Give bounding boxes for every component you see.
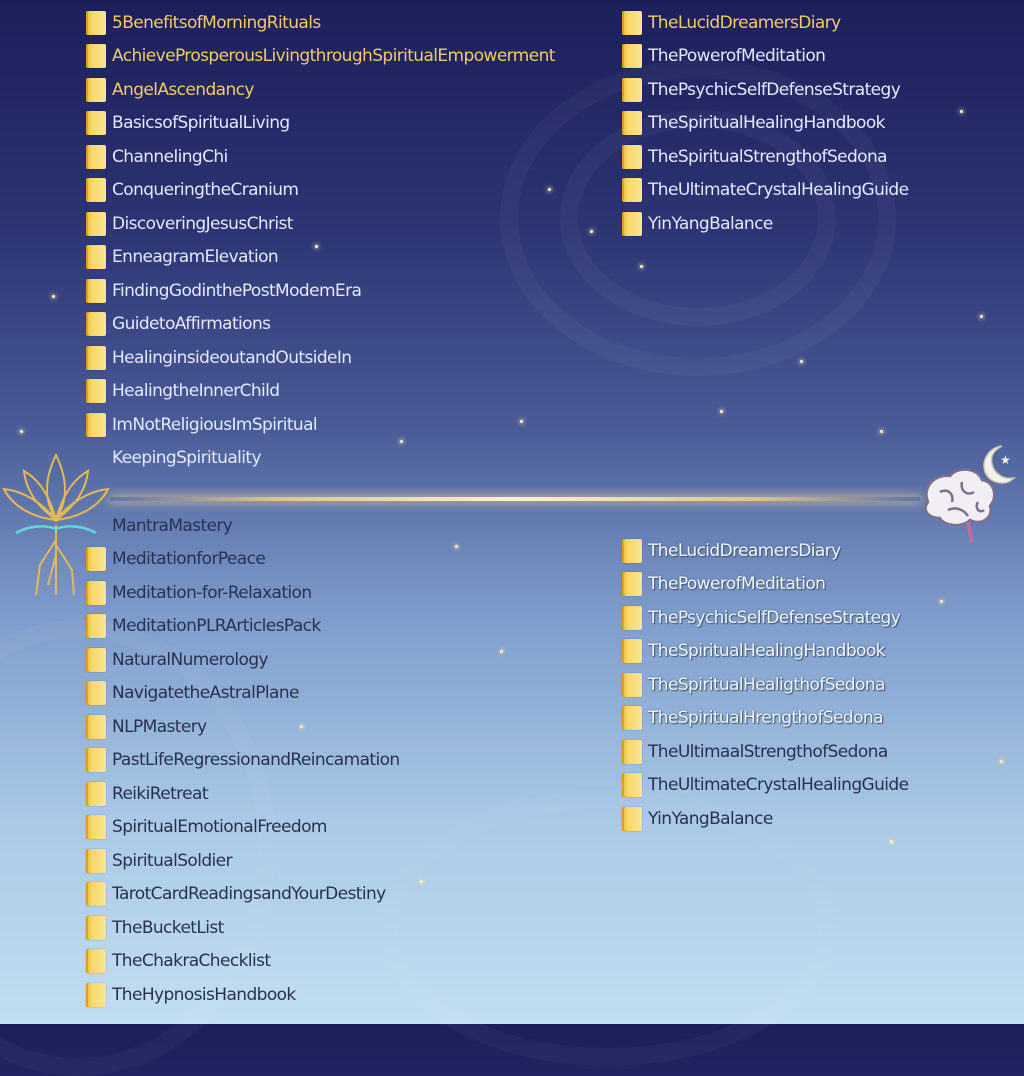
- folder-item[interactable]: [86, 844, 400, 878]
- folder-item[interactable]: [86, 375, 555, 409]
- folder-label: PastLifeRegressionandReincamation: [112, 750, 400, 771]
- folder-icon: [86, 312, 106, 336]
- folder-label: TheSpiritualStrengthofSedona: [648, 146, 887, 167]
- folder-icon: [622, 740, 642, 764]
- folder-icon: [86, 44, 106, 68]
- folder-item[interactable]: [86, 207, 555, 241]
- folder-icon: [86, 748, 106, 772]
- folder-label: KeepingSpirituality: [112, 448, 261, 469]
- folder-label: MeditationPLRArticlesPack: [112, 616, 321, 637]
- folder-item[interactable]: [622, 40, 908, 74]
- folder-icon: [86, 279, 106, 303]
- folder-item[interactable]: [86, 174, 555, 208]
- folder-icon: [86, 547, 106, 571]
- folder-icon: [622, 773, 642, 797]
- folder-item[interactable]: [86, 777, 400, 811]
- folder-label: YinYangBalance: [648, 213, 773, 234]
- glowing-divider: [110, 497, 920, 501]
- folder-item[interactable]: [86, 341, 555, 375]
- folder-label: Meditation-for-Relaxation: [112, 582, 312, 603]
- folder-icon: [86, 782, 106, 806]
- folder-item[interactable]: [86, 576, 400, 610]
- folder-label: TheLucidDreamersDiary: [648, 12, 841, 33]
- folder-list-top-left: [86, 6, 555, 475]
- folder-icon: [86, 11, 106, 35]
- folder-icon: [622, 539, 642, 563]
- folder-item[interactable]: [86, 945, 400, 979]
- folder-item[interactable]: [622, 735, 908, 769]
- folder-item[interactable]: [622, 601, 908, 635]
- folder-label: TheLucidDreamersDiary: [648, 540, 841, 561]
- folder-icon: [622, 78, 642, 102]
- folder-item[interactable]: [86, 408, 555, 442]
- folder-item[interactable]: [86, 274, 555, 308]
- folder-icon: [622, 807, 642, 831]
- folder-item[interactable]: [86, 610, 400, 644]
- folder-label: TheHypnosisHandbook: [112, 984, 296, 1005]
- folder-item[interactable]: [86, 744, 400, 778]
- folder-item[interactable]: [86, 6, 555, 40]
- folder-icon: [86, 212, 106, 236]
- folder-icon: [622, 111, 642, 135]
- folder-item[interactable]: [86, 811, 400, 845]
- folder-icon: [622, 145, 642, 169]
- folder-label: TheBucketList: [112, 917, 224, 938]
- folder-label: BasicsofSpiritualLiving: [112, 113, 290, 134]
- folder-label: SpiritualSoldier: [112, 850, 232, 871]
- svg-text:★: ★: [1000, 453, 1011, 467]
- folder-item[interactable]: [86, 107, 555, 141]
- folder-label: ReikiRetreat: [112, 783, 208, 804]
- folder-item[interactable]: [86, 677, 400, 711]
- folder-item[interactable]: [622, 568, 908, 602]
- folder-icon: [622, 606, 642, 630]
- folder-list-top-right: [622, 6, 908, 241]
- folder-label: NaturalNumerology: [112, 649, 269, 670]
- folder-item[interactable]: [86, 878, 400, 912]
- folder-label: ThePowerofMeditation: [648, 46, 826, 67]
- folder-label: TheSpiritualHealingHandbook: [648, 113, 885, 134]
- crescent-moon-icon: [970, 440, 1020, 490]
- folder-icon: [622, 673, 642, 697]
- folder-label: GuidetoAffirmations: [112, 314, 271, 335]
- folder-label: MeditationforPeace: [112, 549, 266, 570]
- folder-icon: [86, 178, 106, 202]
- folder-item[interactable]: [86, 710, 400, 744]
- folder-icon: [622, 706, 642, 730]
- folder-icon: [86, 78, 106, 102]
- folder-item[interactable]: [86, 543, 400, 577]
- folder-label: MantraMastery: [112, 515, 233, 536]
- folder-list-bottom-left: [86, 509, 400, 1012]
- folder-item[interactable]: [86, 73, 555, 107]
- folder-icon: [86, 849, 106, 873]
- folder-label: TheSpiritualHealigthofSedona: [648, 674, 885, 695]
- folder-item[interactable]: [622, 73, 908, 107]
- folder-item[interactable]: [622, 6, 908, 40]
- folder-icon: [86, 949, 106, 973]
- folder-label: SpiritualEmotionalFreedom: [112, 817, 327, 838]
- folder-item[interactable]: [622, 668, 908, 702]
- folder-item[interactable]: [86, 241, 555, 275]
- folder-label: EnneagramElevation: [112, 247, 279, 268]
- folder-label: DiscoveringJesusChrist: [112, 213, 293, 234]
- folder-icon: [86, 379, 106, 403]
- folder-icon: [86, 681, 106, 705]
- folder-item[interactable]: [86, 911, 400, 945]
- folder-label: YinYangBalance: [648, 808, 773, 829]
- folder-item[interactable]: [622, 802, 908, 836]
- folder-item[interactable]: [86, 978, 400, 1012]
- folder-icon: [86, 581, 106, 605]
- folder-item[interactable]: [622, 174, 908, 208]
- folder-label: TheSpiritualHrengthofSedona: [648, 708, 883, 729]
- folder-label: ImNotReligiousImSpiritual: [112, 414, 318, 435]
- folder-item[interactable]: [622, 140, 908, 174]
- folder-item[interactable]: [86, 643, 400, 677]
- folder-label: ThePsychicSelfDefenseStrategy: [648, 79, 901, 100]
- folder-item[interactable]: [622, 534, 908, 568]
- folder-icon: [86, 916, 106, 940]
- folder-item[interactable]: [622, 107, 908, 141]
- folder-icon: [622, 178, 642, 202]
- folder-label: AchieveProsperousLivingthroughSpiritualEmpowerment: [112, 46, 555, 67]
- folder-icon: [86, 648, 106, 672]
- folder-label: TheUltimateCrystalHealingGuide: [648, 775, 909, 796]
- folder-item[interactable]: [622, 635, 908, 669]
- folder-label: TarotCardReadingsandYourDestiny: [112, 884, 386, 905]
- folder-label: ThePsychicSelfDefenseStrategy: [648, 607, 901, 628]
- folder-label: TheUltimateCrystalHealingGuide: [648, 180, 909, 201]
- folder-icon: [622, 11, 642, 35]
- folder-icon: [622, 44, 642, 68]
- folder-icon: [622, 572, 642, 596]
- folder-icon: [86, 614, 106, 638]
- folder-label: NLPMastery: [112, 716, 207, 737]
- folder-label: FindingGodinthePostModemEra: [112, 280, 362, 301]
- folder-icon: [86, 413, 106, 437]
- folder-label: TheUltimaalStrengthofSedona: [648, 741, 888, 762]
- folder-icon: [622, 212, 642, 236]
- folder-icon: [86, 145, 106, 169]
- folder-list-bottom-right: [622, 534, 908, 836]
- folder-label: ConqueringtheCranium: [112, 180, 299, 201]
- folder-label: 5BenefitsofMorningRituals: [112, 12, 321, 33]
- folder-item[interactable]: [622, 207, 908, 241]
- folder-label: NavigatetheAstralPlane: [112, 683, 299, 704]
- folder-label: ThePowerofMeditation: [648, 574, 826, 595]
- folder-icon: [86, 245, 106, 269]
- folder-icon: [86, 346, 106, 370]
- folder-icon: [622, 639, 642, 663]
- folder-label: HealingtheInnerChild: [112, 381, 280, 402]
- folder-icon: [86, 715, 106, 739]
- folder-label: AngelAscendancy: [112, 79, 254, 100]
- folder-label: TheChakraChecklist: [112, 951, 271, 972]
- folder-item[interactable]: [622, 702, 908, 736]
- folder-item[interactable]: [86, 308, 555, 342]
- folder-label: ChannelingChi: [112, 146, 228, 167]
- folder-item[interactable]: [86, 40, 555, 74]
- folder-item[interactable]: [622, 769, 908, 803]
- folder-item[interactable]: [86, 442, 555, 476]
- folder-icon: [86, 882, 106, 906]
- folder-icon: [86, 983, 106, 1007]
- folder-label: HealinginsideoutandOutsideIn: [112, 347, 352, 368]
- folder-icon: [86, 111, 106, 135]
- folder-icon: [86, 815, 106, 839]
- folder-item[interactable]: [86, 140, 555, 174]
- folder-label: TheSpiritualHealingHandbook: [648, 641, 885, 662]
- folder-item[interactable]: [86, 509, 400, 543]
